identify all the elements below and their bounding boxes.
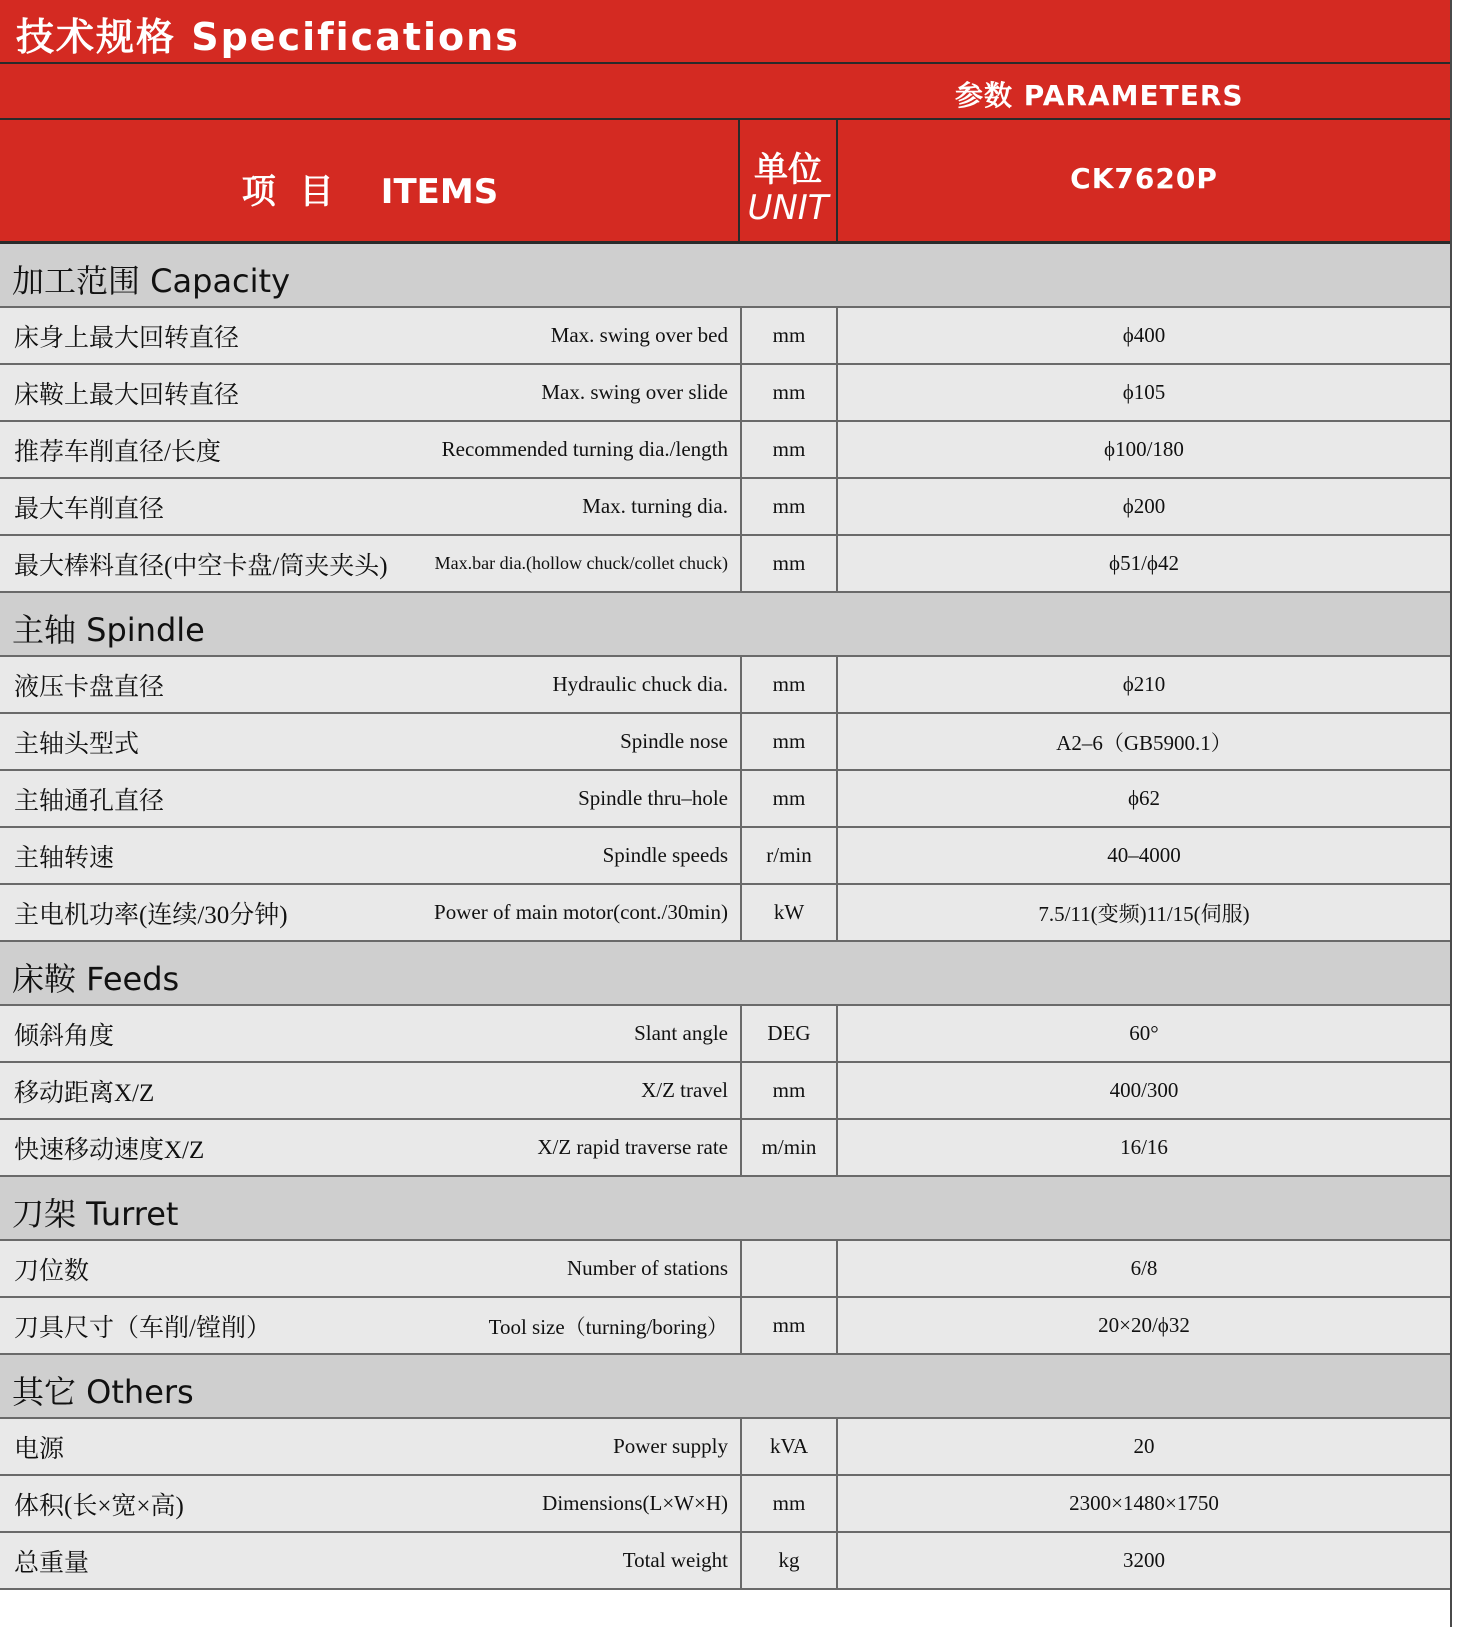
item-value: ϕ400 bbox=[1122, 323, 1166, 347]
item-en: Total weight bbox=[622, 1548, 728, 1572]
item-unit: mm bbox=[740, 308, 838, 363]
item-value: ϕ200 bbox=[1122, 494, 1166, 518]
item-unit: mm bbox=[740, 1476, 838, 1531]
item-unit bbox=[740, 1241, 838, 1296]
parameters-bar bbox=[0, 64, 1450, 120]
item-en: Spindle speeds bbox=[602, 843, 728, 867]
section-capacity bbox=[0, 244, 1450, 308]
table-row bbox=[0, 1476, 1450, 1533]
unit-header-cell bbox=[740, 120, 838, 241]
item-value: ϕ62 bbox=[1127, 786, 1161, 810]
item-value: 2300×1480×1750 bbox=[1069, 1491, 1219, 1515]
table-row bbox=[0, 1419, 1450, 1476]
table-row bbox=[0, 885, 1450, 942]
title-bar bbox=[0, 0, 1450, 64]
item-en: Power of main motor(cont./30min) bbox=[434, 900, 728, 924]
table-row bbox=[0, 308, 1450, 365]
item-unit: mm bbox=[740, 536, 838, 591]
item-cn: 体积(长×宽×高) bbox=[14, 1492, 184, 1520]
item-cn: 床身上最大回转直径 bbox=[14, 324, 240, 352]
item-cn: 床鞍上最大回转直径 bbox=[14, 381, 240, 409]
unit-header-en: UNIT bbox=[747, 188, 829, 228]
item-cn: 最大棒料直径(中空卡盘/筒夹夹头) bbox=[14, 552, 388, 580]
model-header: CK7620P bbox=[1070, 162, 1218, 195]
item-value: A2–6（GB5900.1） bbox=[1056, 730, 1232, 755]
page-title: 技术规格 Specifications bbox=[16, 15, 520, 59]
item-en: X/Z rapid traverse rate bbox=[537, 1135, 728, 1159]
table-row bbox=[0, 536, 1450, 593]
section-title: 床鞍 Feeds bbox=[12, 960, 180, 998]
item-value: ϕ100/180 bbox=[1104, 437, 1184, 461]
table-row bbox=[0, 1006, 1450, 1063]
item-value: ϕ51/ϕ42 bbox=[1109, 551, 1179, 575]
table-row bbox=[0, 365, 1450, 422]
item-cn: 液压卡盘直径 bbox=[14, 673, 165, 701]
item-en: Max. swing over bed bbox=[550, 323, 728, 347]
table-row bbox=[0, 1298, 1450, 1355]
item-en: Max. turning dia. bbox=[582, 494, 728, 518]
table-row bbox=[0, 771, 1450, 828]
table-row bbox=[0, 422, 1450, 479]
item-en: Recommended turning dia./length bbox=[441, 437, 728, 461]
table-row bbox=[0, 828, 1450, 885]
table-row bbox=[0, 1533, 1450, 1590]
item-value: 6/8 bbox=[1130, 1256, 1158, 1280]
item-cn: 主轴转速 bbox=[14, 844, 115, 872]
spec-table-body bbox=[0, 244, 1450, 1590]
item-en: Slant angle bbox=[634, 1021, 728, 1045]
unit-header-cn: 单位 bbox=[754, 150, 822, 190]
item-cn: 主轴通孔直径 bbox=[14, 787, 165, 815]
section-others bbox=[0, 1355, 1450, 1419]
item-en: X/Z travel bbox=[641, 1078, 728, 1102]
section-title: 刀架 Turret bbox=[12, 1195, 179, 1233]
item-en: Max.bar dia.(hollow chuck/collet chuck) bbox=[434, 553, 728, 573]
item-unit: mm bbox=[740, 422, 838, 477]
item-value: 400/300 bbox=[1109, 1078, 1179, 1102]
item-en: Tool size（turning/boring） bbox=[488, 1314, 728, 1339]
section-title: 主轴 Spindle bbox=[12, 611, 205, 649]
item-value: 20 bbox=[1133, 1434, 1155, 1458]
item-cn: 电源 bbox=[14, 1435, 65, 1463]
item-cn: 推荐车削直径/长度 bbox=[14, 438, 221, 466]
item-value: 20×20/ϕ32 bbox=[1098, 1313, 1190, 1337]
item-unit: kVA bbox=[740, 1419, 838, 1474]
item-unit: mm bbox=[740, 365, 838, 420]
item-cn: 刀具尺寸（车削/镗削） bbox=[14, 1314, 271, 1342]
item-unit: kg bbox=[740, 1533, 838, 1588]
item-en: Spindle thru–hole bbox=[578, 786, 728, 810]
item-value: ϕ105 bbox=[1122, 380, 1166, 404]
item-unit: r/min bbox=[740, 828, 838, 883]
column-header-row bbox=[0, 120, 1450, 244]
item-en: Number of stations bbox=[567, 1256, 728, 1280]
item-value: 7.5/11(变频)11/15(伺服) bbox=[1038, 901, 1250, 926]
section-turret bbox=[0, 1177, 1450, 1241]
section-title: 加工范围 Capacity bbox=[12, 262, 291, 300]
item-cn: 总重量 bbox=[14, 1549, 90, 1577]
item-unit: mm bbox=[740, 1063, 838, 1118]
item-unit: mm bbox=[740, 479, 838, 534]
item-cn: 主轴头型式 bbox=[14, 730, 140, 758]
item-value: 3200 bbox=[1123, 1548, 1165, 1572]
item-unit: mm bbox=[740, 714, 838, 769]
item-value: 40–4000 bbox=[1107, 843, 1181, 867]
item-en: Dimensions(L×W×H) bbox=[542, 1491, 728, 1515]
item-value: ϕ210 bbox=[1122, 672, 1166, 696]
table-row bbox=[0, 714, 1450, 771]
item-value: 60° bbox=[1129, 1021, 1159, 1045]
item-en: Hydraulic chuck dia. bbox=[552, 672, 728, 696]
item-cn: 倾斜角度 bbox=[14, 1022, 115, 1050]
parameters-label: 参数 PARAMETERS bbox=[955, 79, 1244, 112]
table-row bbox=[0, 1063, 1450, 1120]
item-cn: 主电机功率(连续/30分钟) bbox=[14, 901, 288, 929]
item-value: 16/16 bbox=[1120, 1135, 1168, 1159]
item-unit: DEG bbox=[740, 1006, 838, 1061]
item-en: Spindle nose bbox=[620, 729, 728, 753]
table-row bbox=[0, 1120, 1450, 1177]
section-spindle bbox=[0, 593, 1450, 657]
section-title: 其它 Others bbox=[12, 1373, 194, 1411]
table-row bbox=[0, 1241, 1450, 1298]
item-unit: mm bbox=[740, 771, 838, 826]
table-row bbox=[0, 479, 1450, 536]
item-unit: mm bbox=[740, 1298, 838, 1353]
items-header: 项 目 ITEMS bbox=[241, 172, 499, 212]
item-cn: 快速移动速度X/Z bbox=[14, 1136, 205, 1164]
item-en: Max. swing over slide bbox=[541, 380, 728, 404]
section-feeds bbox=[0, 942, 1450, 1006]
item-cn: 最大车削直径 bbox=[14, 495, 165, 523]
item-cn: 移动距离X/Z bbox=[14, 1079, 155, 1107]
item-unit: kW bbox=[740, 885, 838, 940]
item-unit: mm bbox=[740, 657, 838, 712]
item-cn: 刀位数 bbox=[14, 1257, 90, 1285]
item-unit: m/min bbox=[740, 1120, 838, 1175]
item-en: Power supply bbox=[613, 1434, 728, 1458]
items-header-cell bbox=[0, 120, 740, 241]
table-row bbox=[0, 657, 1450, 714]
